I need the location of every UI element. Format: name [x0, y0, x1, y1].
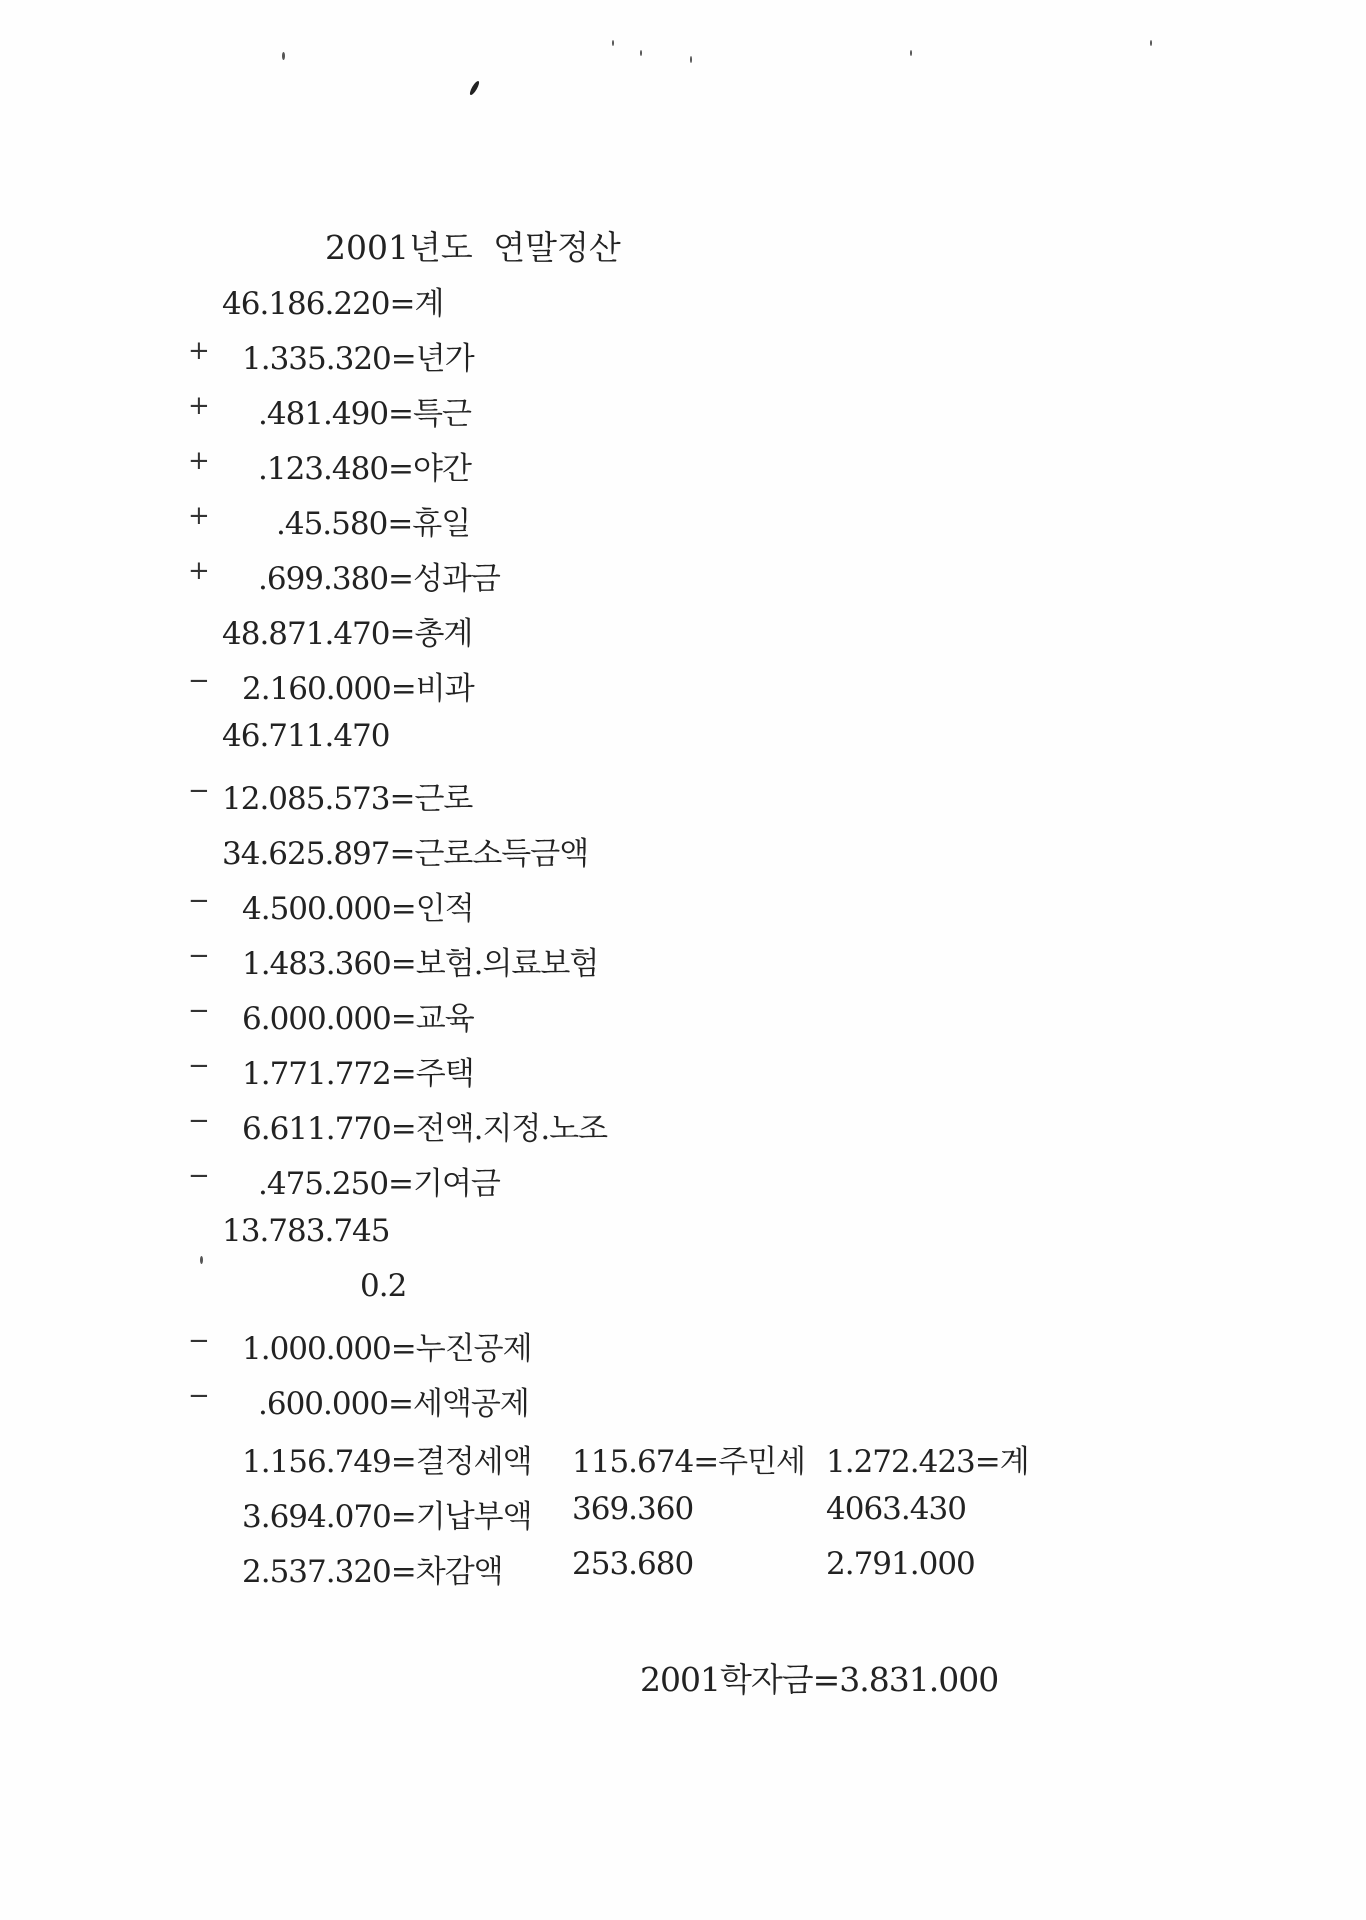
scan-artifact: [910, 50, 912, 56]
minus-sign: −: [188, 886, 210, 916]
plus-sign: +: [188, 446, 210, 476]
plus-sign: +: [188, 391, 210, 421]
minus-sign: −: [188, 1161, 210, 1191]
income-tax-cell: 2.537.320=차감액: [242, 1554, 503, 1590]
income-tax-cell: 3.694.070=기납부액: [242, 1499, 532, 1535]
minus-sign: −: [188, 1051, 210, 1081]
scan-artifact: [468, 80, 480, 96]
scan-artifact: [282, 52, 285, 60]
plus-sign: +: [188, 556, 210, 586]
minus-sign: −: [188, 776, 210, 806]
tuition-footnote: 2001학자금=3.831.000: [640, 1660, 999, 1699]
minus-sign: −: [188, 996, 210, 1026]
plus-sign: +: [188, 336, 210, 366]
scan-artifact: [1150, 40, 1152, 46]
total-cell: 4063.430: [826, 1491, 966, 1527]
income-tax-cell: 1.156.749=결정세액: [242, 1444, 532, 1480]
resident-tax-cell: 369.360: [572, 1491, 694, 1527]
scan-artifact: [690, 56, 692, 63]
document-title: 2001년도 연말정산: [325, 228, 621, 267]
scan-artifact: [612, 40, 614, 46]
resident-tax-cell: 253.680: [572, 1546, 694, 1582]
total-cell: 1.272.423=계: [826, 1444, 1029, 1480]
total-cell: 2.791.000: [826, 1546, 975, 1582]
scan-artifact: [200, 1256, 203, 1264]
minus-sign: −: [188, 1106, 210, 1136]
minus-sign: −: [188, 1381, 210, 1411]
minus-sign: −: [188, 941, 210, 971]
minus-sign: −: [188, 1326, 210, 1356]
scanned-page: 2001년도 연말정산 46.186.220=계 + 1.335.320=년가 + .481.490=특근 + .123.480=야간 + .45.580=휴일 + .699.380=성과금 48.871.470=총계 − 2.160.000=비과 46.711.470 − 12.085.573=근로 34.625.897=근로소득금액 − 4.500.000=인적 − 1.483.360=보험.의료보험 − 6.000.000=교육 − 1.771.772=주택 − 6.611.770=전액.지정.노조 − .475.250=기여금 13.783.745 0.2 − 1.000.000=누진공제 − .600.000=세액공제 1.156.749=결정세액 115.674=주민세 1.272.423=계 3.694.070=기납부액 369.360 4063.430 2.537.320=차감액 253.680 2.791.000 2001학자금=3.831.000: [0, 0, 1366, 1920]
resident-tax-cell: 115.674=주민세: [572, 1444, 806, 1480]
scan-artifact: [640, 50, 642, 56]
plus-sign: +: [188, 501, 210, 531]
minus-sign: −: [188, 666, 210, 696]
